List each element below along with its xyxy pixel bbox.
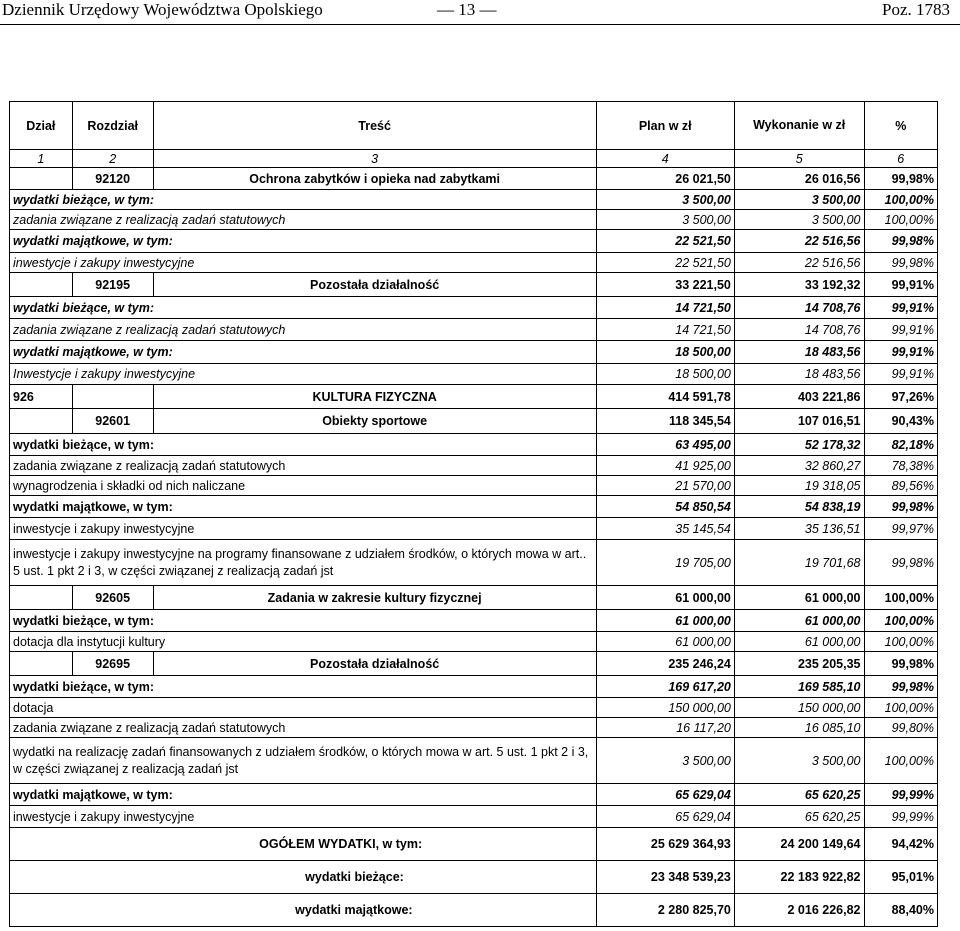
procent-cell: 100,00% [864, 738, 938, 784]
procent-cell: 99,98% [864, 168, 938, 190]
page-number: — 13 — [437, 0, 497, 19]
dzial-cell [10, 168, 73, 190]
col-dzial-header: Dział [10, 102, 73, 150]
wykonanie-cell: 107 016,51 [734, 409, 864, 434]
plan-cell: 26 021,50 [596, 168, 734, 190]
table-row [10, 518, 938, 540]
wykonanie-cell: 18 483,56 [734, 341, 864, 364]
division-row [10, 385, 938, 409]
tresc-cell: wydatki bieżące, w tym: [10, 434, 597, 456]
plan-cell: 414 591,78 [596, 385, 734, 409]
tresc-cell: Zadania w zakresie kultury fizycznej [153, 586, 596, 610]
procent-cell: 99,98% [864, 253, 938, 273]
plan-cell: 25 629 364,93 [596, 828, 734, 861]
table-row [10, 632, 938, 652]
procent-cell: 97,26% [864, 385, 938, 409]
tresc-cell: wydatki bieżące, w tym: [10, 610, 597, 632]
tresc-cell: KULTURA FIZYCZNA [153, 385, 596, 409]
wykonanie-cell: 18 483,56 [734, 364, 864, 385]
plan-cell: 65 629,04 [596, 806, 734, 828]
procent-cell: 99,98% [864, 496, 938, 518]
procent-cell: 99,91% [864, 364, 938, 385]
plan-cell: 14 721,50 [596, 319, 734, 341]
procent-cell: 95,01% [864, 861, 938, 894]
table-row [10, 540, 938, 586]
table-row [10, 253, 938, 273]
page-header [0, 0, 960, 22]
procent-cell: 99,99% [864, 806, 938, 828]
table-row [10, 210, 938, 230]
total-spacer [10, 894, 154, 927]
table-row [10, 676, 938, 698]
procent-cell: 88,40% [864, 894, 938, 927]
wykonanie-cell: 3 500,00 [734, 210, 864, 230]
publication-title: Dziennik Urzędowy Województwa Opolskiego [2, 0, 323, 19]
col-number: 2 [72, 150, 153, 168]
wykonanie-cell: 19 701,68 [734, 540, 864, 586]
total-label: OGÓŁEM WYDATKI, w tym: [153, 828, 596, 861]
tresc-cell: inwestycje i zakupy inwestycyjne [10, 518, 597, 540]
procent-cell: 99,91% [864, 319, 938, 341]
dzial-cell: 926 [10, 385, 73, 409]
procent-cell: 100,00% [864, 698, 938, 718]
col-number: 6 [864, 150, 938, 168]
plan-cell: 150 000,00 [596, 698, 734, 718]
table-row [10, 738, 938, 784]
table-row [10, 496, 938, 518]
wykonanie-cell: 33 192,32 [734, 273, 864, 297]
col-plan-header: Plan w zł [596, 102, 734, 150]
wykonanie-cell: 22 183 922,82 [734, 861, 864, 894]
wykonanie-cell: 235 205,35 [734, 652, 864, 676]
procent-cell: 90,43% [864, 409, 938, 434]
plan-cell: 61 000,00 [596, 610, 734, 632]
wykonanie-cell: 35 136,51 [734, 518, 864, 540]
procent-cell: 99,98% [864, 652, 938, 676]
wykonanie-cell: 65 620,25 [734, 806, 864, 828]
plan-cell: 3 500,00 [596, 738, 734, 784]
table-row [10, 806, 938, 828]
procent-cell: 99,91% [864, 297, 938, 319]
tresc-cell: Pozostała działalność [153, 273, 596, 297]
wykonanie-cell: 150 000,00 [734, 698, 864, 718]
plan-cell: 19 705,00 [596, 540, 734, 586]
rozdzial-cell: 92120 [72, 168, 153, 190]
plan-cell: 63 495,00 [596, 434, 734, 456]
plan-cell: 21 570,00 [596, 476, 734, 496]
rozdzial-cell: 92695 [72, 652, 153, 676]
table-header-row [10, 102, 938, 150]
table-row [10, 297, 938, 319]
wykonanie-cell: 32 860,27 [734, 456, 864, 476]
table-row [10, 434, 938, 456]
plan-cell: 235 246,24 [596, 652, 734, 676]
col-tresc-header: Treść [153, 102, 596, 150]
wykonanie-cell: 61 000,00 [734, 610, 864, 632]
wykonanie-cell: 403 221,86 [734, 385, 864, 409]
tresc-cell: zadania związane z realizacją zadań statutowych [10, 210, 597, 230]
plan-cell: 61 000,00 [596, 632, 734, 652]
tresc-cell: wydatki bieżące, w tym: [10, 676, 597, 698]
tresc-cell: dotacja dla instytucji kultury [10, 632, 597, 652]
tresc-cell: dotacja [10, 698, 597, 718]
wykonanie-cell: 52 178,32 [734, 434, 864, 456]
wykonanie-cell: 54 838,19 [734, 496, 864, 518]
tresc-cell: wydatki bieżące, w tym: [10, 297, 597, 319]
position-number: Poz. 1783 [882, 0, 950, 19]
plan-cell: 23 348 539,23 [596, 861, 734, 894]
plan-cell: 33 221,50 [596, 273, 734, 297]
tresc-cell: wydatki majątkowe, w tym: [10, 230, 597, 253]
wykonanie-cell: 3 500,00 [734, 738, 864, 784]
table-row [10, 319, 938, 341]
total-current-row [10, 861, 938, 894]
wykonanie-cell: 65 620,25 [734, 784, 864, 806]
total-spacer [10, 828, 154, 861]
table-row [10, 341, 938, 364]
chapter-row [10, 168, 938, 190]
plan-cell: 16 117,20 [596, 718, 734, 738]
total-capital-row [10, 894, 938, 927]
tresc-cell: inwestycje i zakupy inwestycyjne [10, 806, 597, 828]
col-number: 4 [596, 150, 734, 168]
procent-cell: 99,80% [864, 718, 938, 738]
plan-cell: 35 145,54 [596, 518, 734, 540]
column-number-row [10, 150, 938, 168]
chapter-row [10, 586, 938, 610]
tresc-cell: Ochrona zabytków i opieka nad zabytkami [153, 168, 596, 190]
wykonanie-cell: 14 708,76 [734, 297, 864, 319]
procent-cell: 99,98% [864, 676, 938, 698]
total-row [10, 828, 938, 861]
tresc-cell: Pozostała działalność [153, 652, 596, 676]
col-rozdzial-header: Rozdział [72, 102, 153, 150]
table-row [10, 230, 938, 253]
wykonanie-cell: 22 516,56 [734, 230, 864, 253]
procent-cell: 100,00% [864, 632, 938, 652]
wykonanie-cell: 24 200 149,64 [734, 828, 864, 861]
tresc-cell: Obiekty sportowe [153, 409, 596, 434]
procent-cell: 99,97% [864, 518, 938, 540]
wykonanie-cell: 61 000,00 [734, 586, 864, 610]
procent-cell: 100,00% [864, 610, 938, 632]
wykonanie-cell: 26 016,56 [734, 168, 864, 190]
procent-cell: 100,00% [864, 586, 938, 610]
procent-cell: 99,98% [864, 540, 938, 586]
plan-cell: 41 925,00 [596, 456, 734, 476]
wykonanie-cell: 14 708,76 [734, 319, 864, 341]
rozdzial-cell: 92601 [72, 409, 153, 434]
tresc-cell: wydatki bieżące, w tym: [10, 190, 597, 210]
dzial-cell [10, 652, 73, 676]
procent-cell: 94,42% [864, 828, 938, 861]
table-row [10, 698, 938, 718]
wykonanie-cell: 3 500,00 [734, 190, 864, 210]
plan-cell: 3 500,00 [596, 210, 734, 230]
col-number: 1 [10, 150, 73, 168]
wykonanie-cell: 19 318,05 [734, 476, 864, 496]
wykonanie-cell: 169 585,10 [734, 676, 864, 698]
plan-cell: 18 500,00 [596, 341, 734, 364]
plan-cell: 2 280 825,70 [596, 894, 734, 927]
dzial-cell [10, 273, 73, 297]
procent-cell: 99,99% [864, 784, 938, 806]
tresc-cell: wydatki na realizację zadań finansowanych z udziałem środków, o których mowa w art. 5 ust. 1 pkt 2 i 3, w części związanej z realizacją zadań jst [10, 738, 597, 784]
tresc-cell: wydatki majątkowe, w tym: [10, 496, 597, 518]
procent-cell: 99,91% [864, 341, 938, 364]
table-row [10, 364, 938, 385]
procent-cell: 99,98% [864, 230, 938, 253]
tresc-cell: wynagrodzenia i składki od nich naliczane [10, 476, 597, 496]
plan-cell: 61 000,00 [596, 586, 734, 610]
plan-cell: 3 500,00 [596, 190, 734, 210]
total-label: wydatki majątkowe: [153, 894, 596, 927]
plan-cell: 18 500,00 [596, 364, 734, 385]
tresc-cell: wydatki majątkowe, w tym: [10, 341, 597, 364]
wykonanie-cell: 61 000,00 [734, 632, 864, 652]
budget-table [9, 101, 938, 927]
rozdzial-cell [72, 385, 153, 409]
wykonanie-cell: 22 516,56 [734, 253, 864, 273]
plan-cell: 22 521,50 [596, 253, 734, 273]
tresc-cell: zadania związane z realizacją zadań statutowych [10, 319, 597, 341]
total-label: wydatki bieżące: [153, 861, 596, 894]
plan-cell: 65 629,04 [596, 784, 734, 806]
plan-cell: 14 721,50 [596, 297, 734, 319]
tresc-cell: inwestycje i zakupy inwestycyjne na programy finansowane z udziałem środków, o których mowa w art.. 5 ust. 1 pkt 2 i 3, w części związanej z realizacją zadań jst [10, 540, 597, 586]
rozdzial-cell: 92195 [72, 273, 153, 297]
table-row [10, 610, 938, 632]
table-row [10, 190, 938, 210]
plan-cell: 22 521,50 [596, 230, 734, 253]
plan-cell: 169 617,20 [596, 676, 734, 698]
dzial-cell [10, 409, 73, 434]
dzial-cell [10, 586, 73, 610]
wykonanie-cell: 16 085,10 [734, 718, 864, 738]
rozdzial-cell: 92605 [72, 586, 153, 610]
total-spacer [10, 861, 154, 894]
procent-cell: 99,91% [864, 273, 938, 297]
procent-cell: 82,18% [864, 434, 938, 456]
tresc-cell: Inwestycje i zakupy inwestycyjne [10, 364, 597, 385]
procent-cell: 100,00% [864, 210, 938, 230]
col-procent-header: % [864, 102, 938, 150]
procent-cell: 89,56% [864, 476, 938, 496]
chapter-row [10, 652, 938, 676]
header-rule [0, 24, 960, 25]
wykonanie-cell: 2 016 226,82 [734, 894, 864, 927]
chapter-row [10, 273, 938, 297]
tresc-cell: zadania związane z realizacją zadań statutowych [10, 718, 597, 738]
col-number: 3 [153, 150, 596, 168]
chapter-row [10, 409, 938, 434]
plan-cell: 54 850,54 [596, 496, 734, 518]
table-row [10, 718, 938, 738]
table-row [10, 476, 938, 496]
tresc-cell: zadania związane z realizacją zadań statutowych [10, 456, 597, 476]
col-wykonanie-header: Wykonanie w zł [734, 102, 864, 150]
table-row [10, 784, 938, 806]
tresc-cell: inwestycje i zakupy inwestycyjne [10, 253, 597, 273]
col-number: 5 [734, 150, 864, 168]
procent-cell: 100,00% [864, 190, 938, 210]
procent-cell: 78,38% [864, 456, 938, 476]
plan-cell: 118 345,54 [596, 409, 734, 434]
table-row [10, 456, 938, 476]
tresc-cell: wydatki majątkowe, w tym: [10, 784, 597, 806]
